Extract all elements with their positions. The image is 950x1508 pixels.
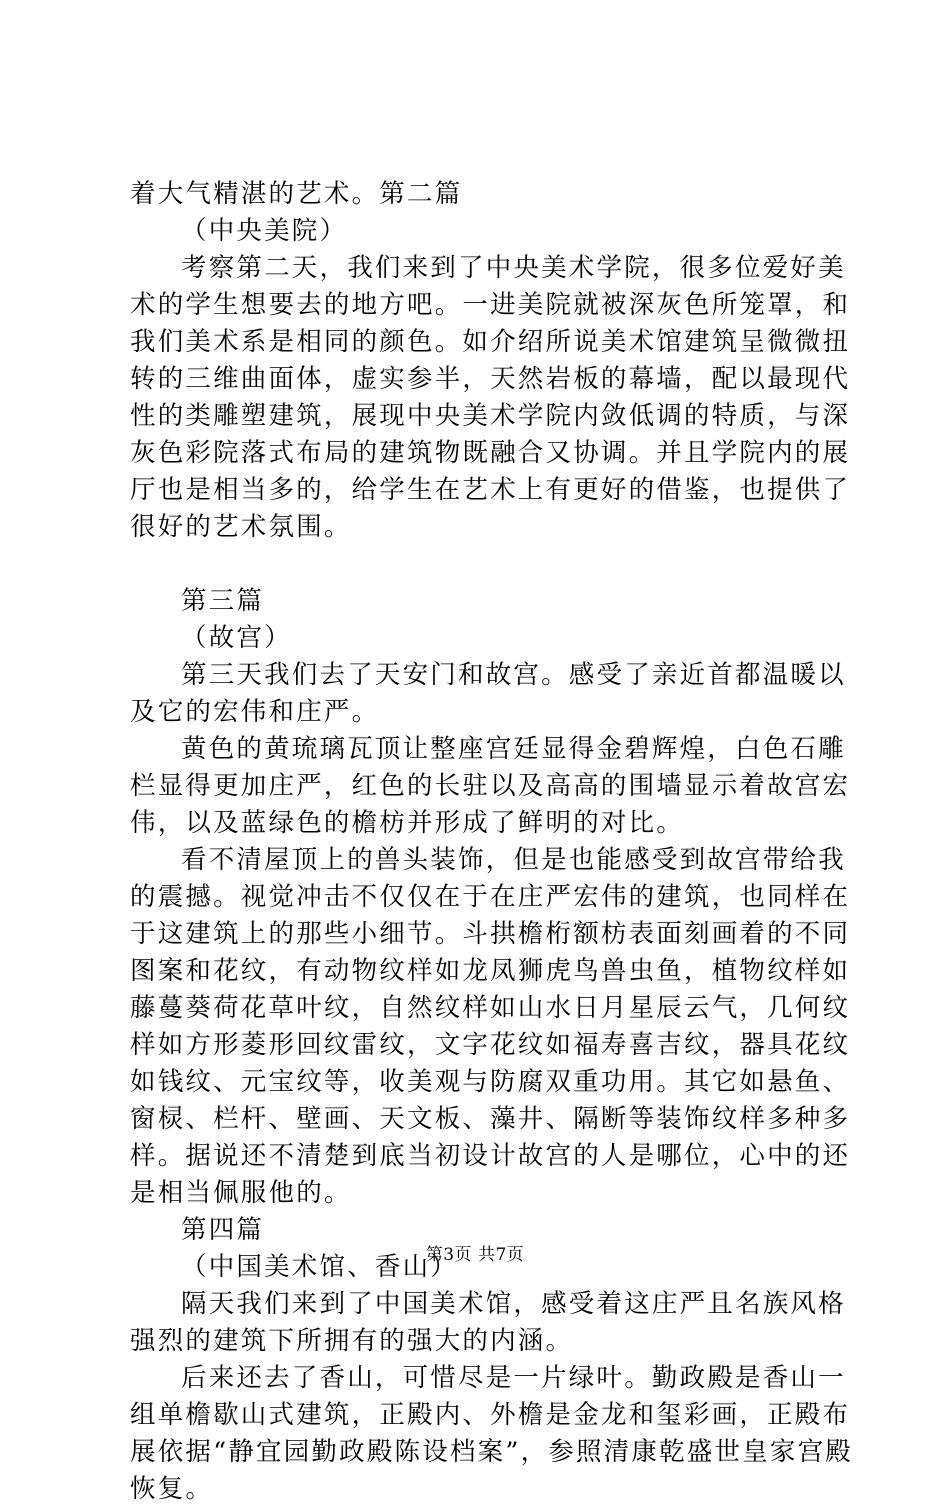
paragraph-xiangshan: 后来还去了香山，可惜尽是一片绿叶。勤政殿是香山一组单檐歇山式建筑，正殿内、外檐是金龙和玺彩画，正殿布展依据“静宜园勤政殿陈设档案”，参照清康乾盛世皇家宫殿恢复。 xyxy=(130,1363,853,1504)
section-subtitle-central-academy: （中央美院） xyxy=(181,216,348,246)
page-number-footer: 第3页 共7页 xyxy=(425,1245,525,1265)
section-subtitle-forbidden-city: （故宫） xyxy=(181,623,292,653)
paragraph-forbidden-city-colors: 黄色的黄琉璃瓦顶让整座宫廷显得金碧辉煌，白色石雕栏显得更加庄严，红色的长驻以及高高的围墙显示着故宫宏伟，以及蓝绿色的檐枋并形成了鲜明的对比。 xyxy=(130,734,851,838)
paragraph-forbidden-city-intro: 第三天我们去了天安门和故宫。感受了亲近首都温暖以及它的宏伟和庄严。 xyxy=(130,660,846,727)
section-subtitle-art-museum-xiangshan: （中国美术馆、香山） xyxy=(181,1252,459,1282)
paragraph-central-academy: 考察第二天，我们来到了中央美术学院，很多位爱好美术的学生想要去的地方吧。一进美院就被深灰色所笼罩，和我们美术系是相同的颜色。如介绍所说美术馆建筑呈微微扭转的三维曲面体，虚实参半，天然岩板的幕墙，配以最现代性的类雕塑建筑，展现中央美术学院内敛低调的特质，与深灰色彩院落式布局的建筑物既融合又协调。并且学院内的展厅也是相当多的，给学生在艺术上有更好的借鉴，也提供了很好的艺术氛围。 xyxy=(130,253,851,542)
section-heading-fourth: 第四篇 xyxy=(181,1215,265,1245)
paragraph-art-museum: 隔天我们来到了中国美术馆，感受着这庄严且名族风格强烈的建筑下所拥有的强大的内涵。 xyxy=(130,1289,846,1356)
paragraph-forbidden-city-details: 看不清屋顶上的兽头装饰，但是也能感受到故宫带给我的震撼。视觉冲击不仅仅在于在庄严宏伟的建筑，也同样在于这建筑上的那些小细节。斗拱檐桁额枋表面刻画着的不同图案和花纹，有动物纹样如龙凤狮虎鸟兽虫鱼，植物纹样如藤蔓葵荷花草叶纹，自然纹样如山水日月星辰云气，几何纹样如方形菱形回纹雷纹，文字花纹如福寿喜吉纹，器具花纹如钱纹、元宝纹等，收美观与防腐双重功用。其它如悬鱼、窗棂、栏杆、壁画、天文板、藻井、隔断等装饰纹样多种多样。据说还不清楚到底当初设计故宫的人是哪位，心中的还是相当佩服他的。 xyxy=(130,845,851,1208)
paragraph-gap xyxy=(130,546,860,583)
section-heading-third: 第三篇 xyxy=(181,586,265,616)
document-body xyxy=(130,176,860,1508)
paragraph-intro-line: 着大气精湛的艺术。第二篇 xyxy=(130,179,463,209)
